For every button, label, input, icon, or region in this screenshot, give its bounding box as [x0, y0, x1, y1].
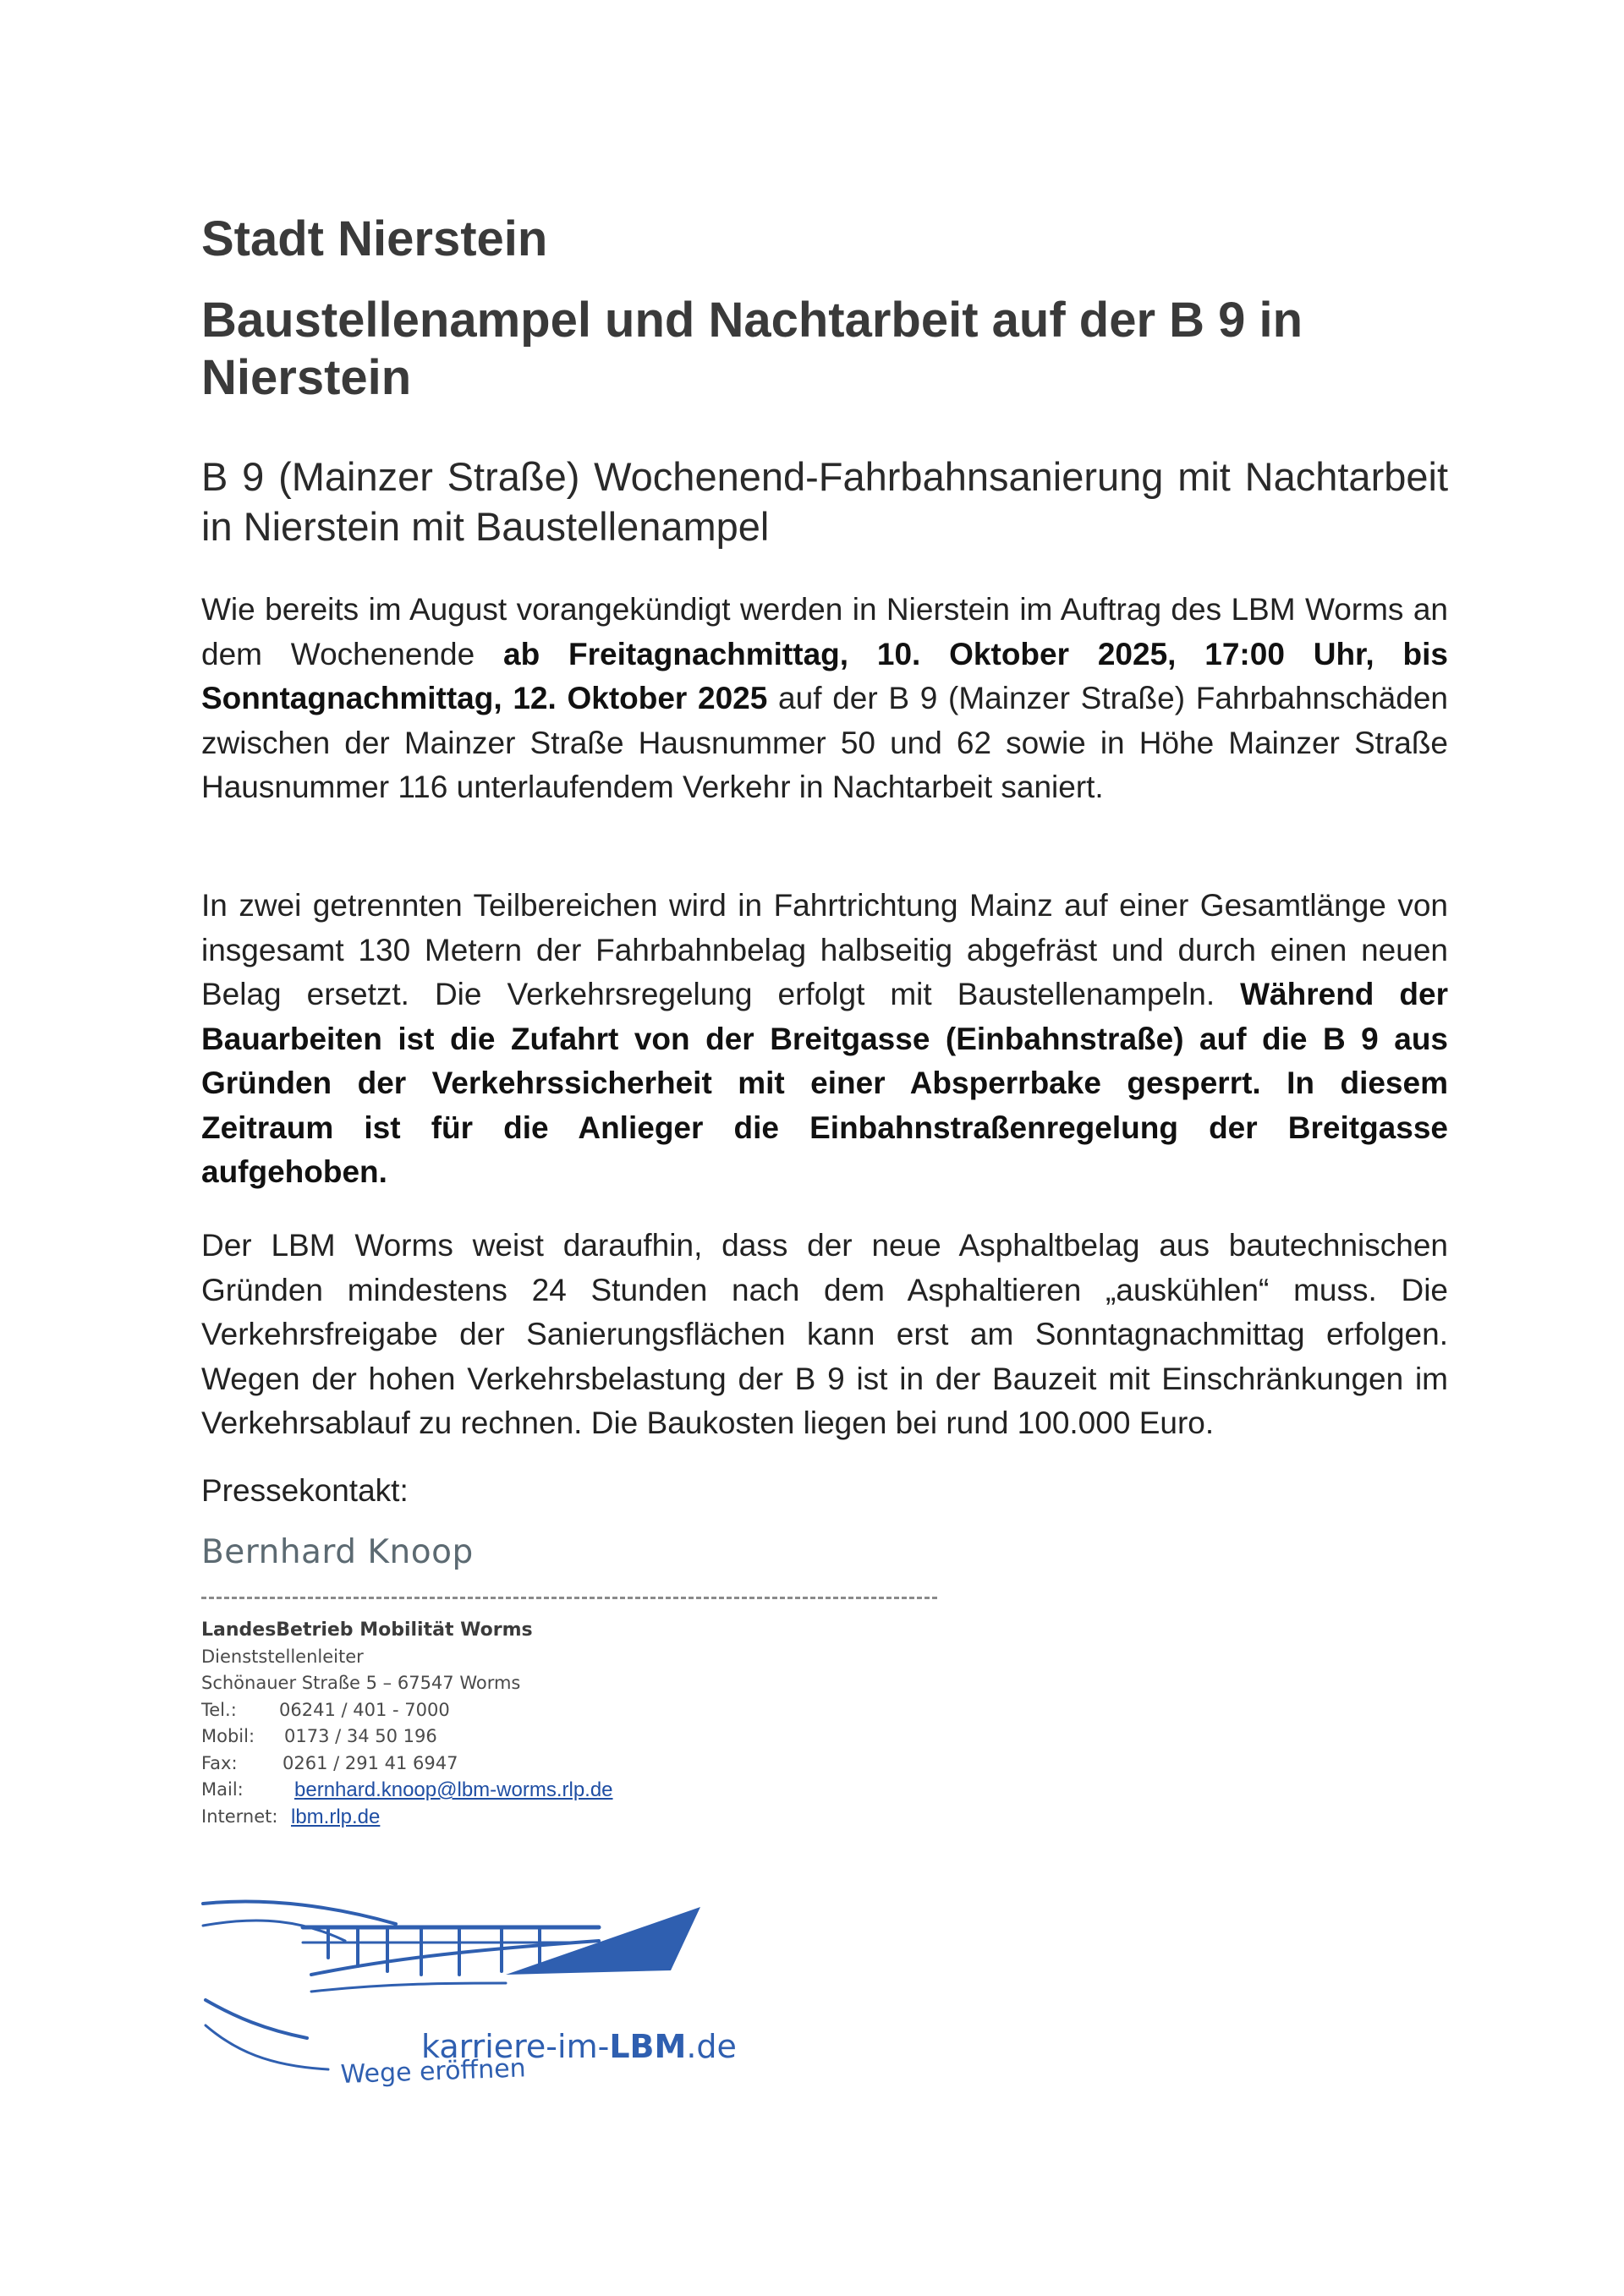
lbm-career-logo	[201, 1890, 751, 2093]
fax-label: Fax:	[201, 1752, 238, 1773]
contact-mail-row	[201, 1777, 613, 1804]
subheadline: B 9 (Mainzer Straße) Wochenend-Fahrbahnsanierung mit Nachtarbeit in Nierstein mit Baustellenampel	[201, 454, 1448, 549]
arrow-icon	[506, 1907, 700, 1975]
paragraph-1-date-range: ab Freitagnachmittag, 10. Oktober 2025, 17:00 Uhr, bis Sonntagnachmittag, 12. Oktober 2025	[201, 636, 1448, 715]
contact-mobil-row	[201, 1723, 613, 1751]
mobil-label: Mobil:	[201, 1726, 255, 1746]
tagline-text: Wege eröffnen	[340, 2053, 527, 2090]
contact-address: Schönauer Straße 5 – 67547 Worms	[201, 1673, 521, 1693]
contact-block	[201, 1617, 613, 1830]
paragraph-2-closure-notice: Während der Bauarbeiten ist die Zufahrt von der Breitgasse (Einbahnstraße) auf die B 9 aus Gründen der Verkehrssicherheit mit einer Absperrbake gesperrt. In diesem Zeitraum ist für die Anlieger die Einbahnstraßenregelung der Breitgasse aufgehoben.	[201, 977, 1448, 1189]
brand-text: karriere-im-LBM.de	[421, 2028, 737, 2065]
headline: Baustellenampel und Nachtarbeit auf der B 9 in Nierstein	[201, 293, 1303, 406]
paragraph-1-text-a: Wie bereits im August vorangekündigt werden in Nierstein im Auftrag des LBM Worms an dem Wochenende	[201, 592, 1448, 671]
paragraph-2	[201, 884, 1448, 1195]
tel-label: Tel.:	[201, 1699, 237, 1720]
mobil-value: 0173 / 34 50 196	[284, 1726, 437, 1746]
contact-internet-row	[201, 1804, 613, 1831]
paragraph-1	[201, 588, 1448, 810]
signature-name: Bernhard Knoop	[201, 1533, 474, 1571]
fax-value: 0261 / 291 41 6947	[283, 1752, 458, 1773]
contact-role: Dienststellenleiter	[201, 1646, 364, 1667]
internet-label: Internet:	[201, 1806, 278, 1827]
organization-name: LandesBetrieb Mobilität Worms	[201, 1619, 533, 1641]
contact-fax-row	[201, 1751, 613, 1778]
city-title: Stadt Nierstein	[201, 211, 548, 266]
road-curve-4	[311, 1983, 506, 1992]
dashed-divider	[201, 1597, 937, 1599]
bridge-swoosh-mid	[203, 1921, 345, 1941]
paragraph-3: Der LBM Worms weist daraufhin, dass der neue Asphaltbelag aus bautechnischen Gründen mindestens 24 Stunden nach dem Asphaltieren „auskühlen“ muss. Die Verkehrsfreigabe der Sanierungsflächen kann erst am Sonntagnachmittag erfolgen. Wegen der hohen Verkehrsbelastung der B 9 ist in der Bauzeit mit Einschränkungen im Verkehrsablauf zu rechnen. Die Baukosten liegen bei rund 100.000 Euro.	[201, 1228, 1448, 1440]
road-curve-1	[206, 2000, 307, 2038]
contact-tel-row	[201, 1697, 613, 1724]
press-contact-label: Pressekontakt:	[201, 1473, 409, 1508]
mail-link[interactable]: bernhard.knoop@lbm-worms.rlp.de	[294, 1778, 613, 1801]
internet-link[interactable]: lbm.rlp.de	[291, 1805, 381, 1828]
mail-label: Mail:	[201, 1779, 244, 1800]
paragraph-1-text-b: auf der B 9 (Mainzer Straße) Fahrbahnschäden zwischen der Mainzer Straße Hausnummer 50 und 62 sowie in Höhe Mainzer Straße Hausnummer 116 unterlaufendem Verkehr in Nachtarbeit saniert.	[201, 681, 1448, 804]
paragraph-2-text: In zwei getrennten Teilbereichen wird in Fahrtrichtung Mainz auf einer Gesamtlänge von insgesamt 130 Metern der Fahrbahnbelag halbseitig abgefräst und durch einen neuen Belag ersetzt. Die Verkehrsregelung erfolgt mit Baustellenampeln.	[201, 888, 1448, 1011]
tel-value: 06241 / 401 - 7000	[279, 1699, 450, 1720]
road-curve-2	[206, 2025, 328, 2069]
